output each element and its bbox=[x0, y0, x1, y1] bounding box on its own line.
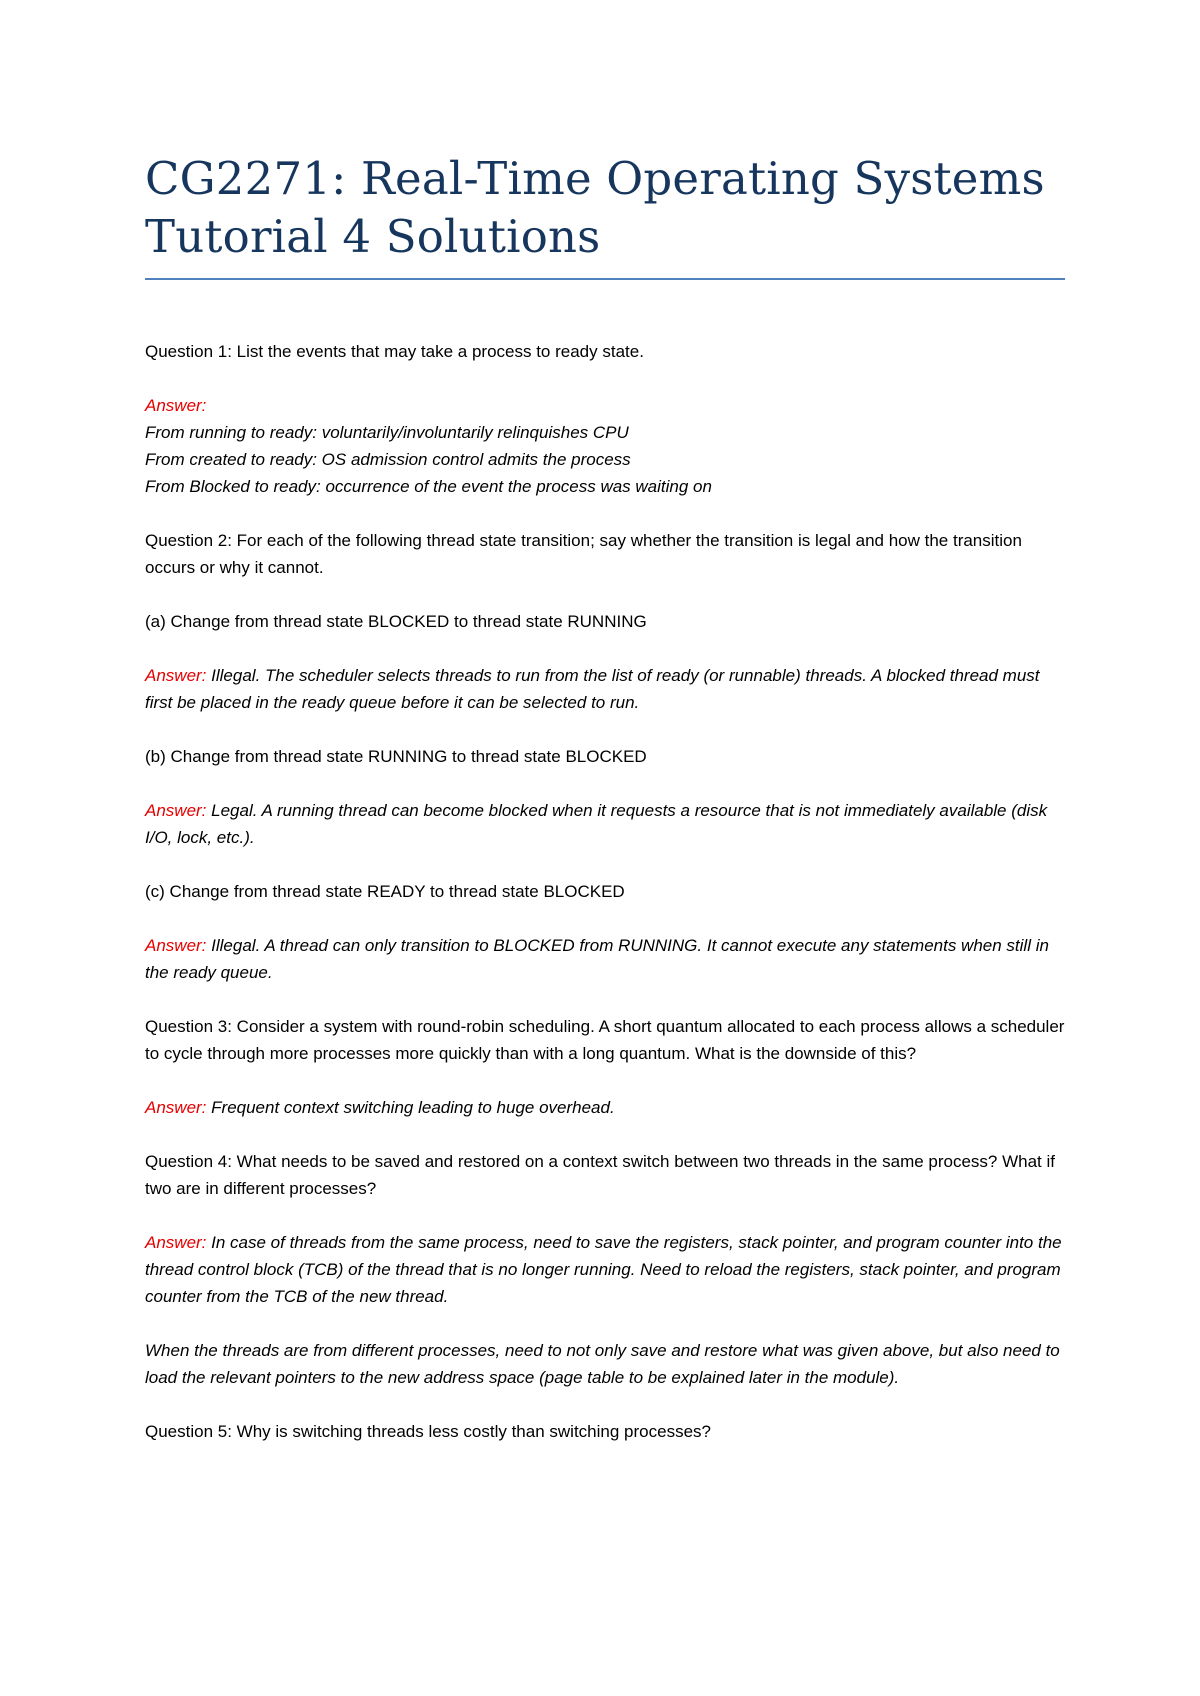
answer-1 bbox=[145, 392, 1065, 500]
answer-4-continued: When the threads are from different processes, need to not only save and restore what was given above, but also need to load the relevant pointers to the new address space (page table to be explained later in the module). bbox=[145, 1341, 1060, 1387]
answer-2c-text: Illegal. A thread can only transition to BLOCKED from RUNNING. It cannot execute any statements when still in the ready queue. bbox=[145, 936, 1049, 982]
answer-4 bbox=[145, 1229, 1065, 1310]
answer-3-text: Frequent context switching leading to huge overhead. bbox=[206, 1098, 615, 1117]
answer-label: Answer: bbox=[145, 666, 207, 685]
answer-label: Answer: bbox=[145, 396, 207, 415]
title-line-1: CG2271: Real-Time Operating Systems bbox=[145, 152, 1045, 205]
question-5: Question 5: Why is switching threads less costly than switching processes? bbox=[145, 1422, 711, 1441]
question-2: Question 2: For each of the following thread state transition; say whether the transition is legal and how the transition occurs or why it cannot. bbox=[145, 531, 1022, 577]
question-2c: (c) Change from thread state READY to thread state BLOCKED bbox=[145, 882, 625, 901]
answer-2c bbox=[145, 932, 1065, 986]
answer-1-line-1: From running to ready: voluntarily/involuntarily relinquishes CPU bbox=[145, 423, 629, 442]
answer-4-text: In case of threads from the same process, need to save the registers, stack pointer, and program counter into the thread control block (TCB) of the thread that is no longer running. Need to reload the registers, stack pointer, and program counter from the TCB of the new thread. bbox=[145, 1233, 1062, 1306]
answer-1-line-3: From Blocked to ready: occurrence of the event the process was waiting on bbox=[145, 477, 712, 496]
answer-label: Answer: bbox=[145, 1233, 207, 1252]
question-3: Question 3: Consider a system with round-robin scheduling. A short quantum allocated to each process allows a scheduler to cycle through more processes more quickly than with a long quantum. What is the downside of this? bbox=[145, 1017, 1065, 1063]
answer-2b bbox=[145, 797, 1065, 851]
answer-label: Answer: bbox=[145, 1098, 207, 1117]
answer-2a bbox=[145, 662, 1065, 716]
answer-label: Answer: bbox=[145, 801, 207, 820]
answer-1-line-2: From created to ready: OS admission control admits the process bbox=[145, 450, 631, 469]
answer-3 bbox=[145, 1094, 1065, 1121]
document-body bbox=[145, 338, 1065, 1445]
title-line-2: Tutorial 4 Solutions bbox=[145, 210, 601, 263]
answer-2b-text: Legal. A running thread can become blocked when it requests a resource that is not immediately available (disk I/O, lock, etc.). bbox=[145, 801, 1048, 847]
title-divider bbox=[145, 278, 1065, 280]
answer-label: Answer: bbox=[145, 936, 207, 955]
document-page bbox=[145, 150, 1065, 1472]
document-title bbox=[145, 150, 1065, 266]
question-4: Question 4: What needs to be saved and restored on a context switch between two threads in the same process? What if two are in different processes? bbox=[145, 1152, 1056, 1198]
question-2a: (a) Change from thread state BLOCKED to thread state RUNNING bbox=[145, 612, 647, 631]
question-2b: (b) Change from thread state RUNNING to thread state BLOCKED bbox=[145, 747, 647, 766]
answer-2a-text: Illegal. The scheduler selects threads to run from the list of ready (or runnable) threads. A blocked thread must first be placed in the ready queue before it can be selected to run. bbox=[145, 666, 1040, 712]
question-1: Question 1: List the events that may take a process to ready state. bbox=[145, 342, 644, 361]
